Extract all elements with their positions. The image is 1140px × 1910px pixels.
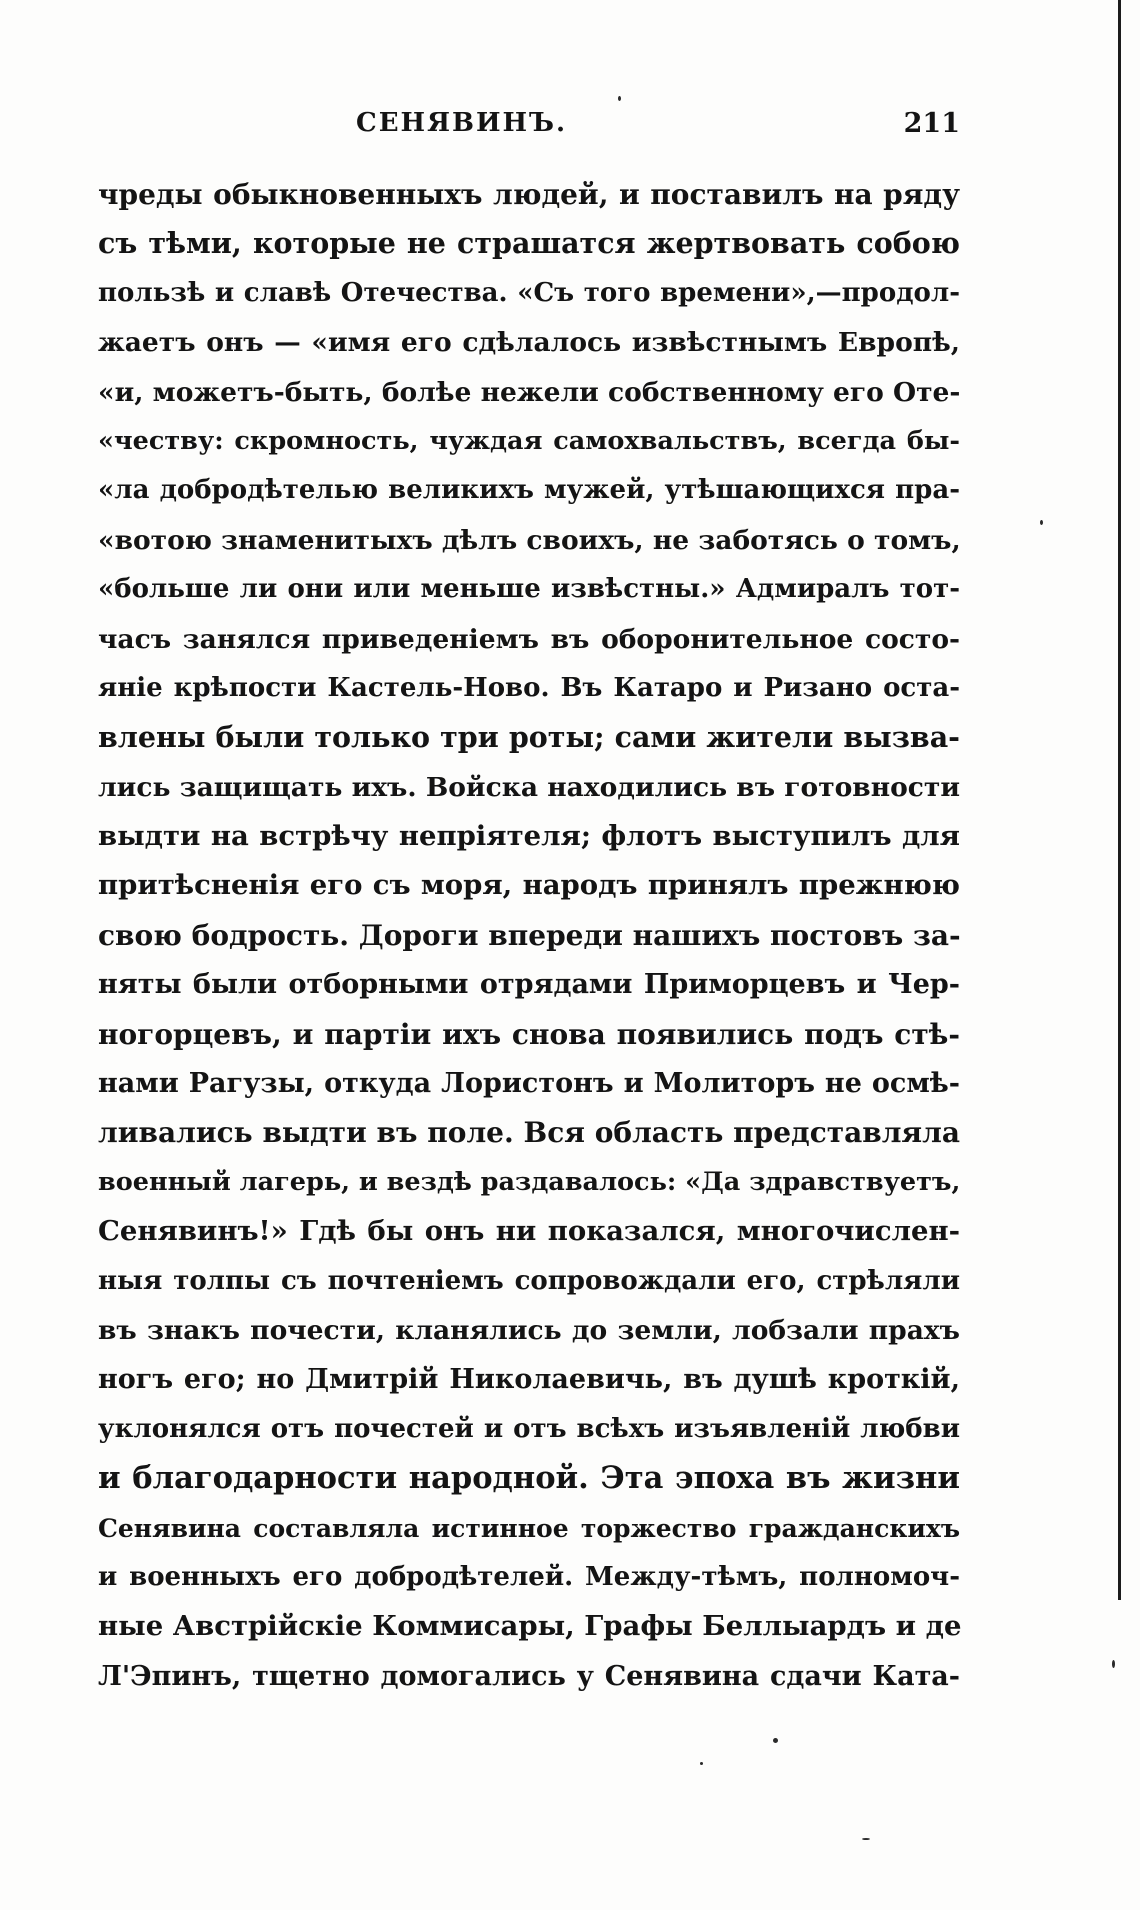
text-line: военный лагерь, и вездѣ раздавалось: «Да здравствуетъ, <box>98 1166 961 1197</box>
text-line: нами Рагузы, откуда Лористонъ и Молиторъ не осмѣ- <box>98 1068 960 1100</box>
text-line: и военныхъ его добродѣтелей. Между-тѣмъ, полномоч- <box>98 1561 960 1592</box>
scan-speck <box>862 1838 870 1840</box>
text-line: влены были только три роты; сами жители вызва- <box>98 720 960 755</box>
text-line: пользѣ и славѣ Отечества. «Съ того времени»,—продол- <box>98 277 960 308</box>
text-line: «и, можетъ-быть, болѣе нежели собственному его Оте- <box>98 376 961 408</box>
scan-speck <box>618 96 621 101</box>
text-line: часъ занялся приведеніемъ въ оборонительное состо- <box>98 623 960 655</box>
text-line: няты были отборными отрядами Приморцевъ и Чер- <box>98 969 960 1001</box>
text-line: «ла добродѣтелью великихъ мужей, утѣшающихся пра- <box>98 475 960 506</box>
text-line: Сенявинъ!» Гдѣ бы онъ ни показался, многочислен- <box>98 1215 960 1248</box>
text-line: «больше ли они или меньше извѣстны.» Адмиралъ тот- <box>98 574 960 605</box>
page-number: 211 <box>903 108 960 139</box>
text-line: съ тѣми, которые не страшатся жертвовать собою <box>98 226 960 261</box>
page-edge-line <box>1118 0 1121 1600</box>
scan-speck <box>700 1762 703 1765</box>
text-line: ногъ его; но Дмитрій Николаевичь, въ душѣ кроткій, <box>98 1364 960 1396</box>
scan-speck <box>1040 520 1043 525</box>
page-header <box>98 108 960 148</box>
text-line: лись защищать ихъ. Войска находились въ готовности <box>98 771 960 803</box>
scan-speck <box>773 1738 778 1743</box>
text-line: ные Австрійскіе Коммисары, Графы Беллыардъ и де <box>98 1610 962 1643</box>
text-line: въ знакъ почести, кланялись до земли, лобзали прахъ <box>98 1314 960 1346</box>
text-line: выдти на встрѣчу непріятеля; флотъ выступилъ для <box>98 820 960 853</box>
text-line: и благодарности народной. Эта эпоха въ жизни <box>98 1460 960 1497</box>
text-line: жаетъ онъ — «имя его сдѣлалось извѣстнымъ Европѣ, <box>98 327 960 359</box>
text-line: ногорцевъ, и партіи ихъ снова появились подъ стѣ- <box>98 1017 960 1051</box>
body-text <box>98 170 960 1730</box>
text-line: свою бодрость. Дороги впереди нашихъ постовъ за- <box>98 918 961 952</box>
text-line: Сенявина составляла истинное торжество гражданскихъ <box>98 1513 960 1543</box>
text-line: уклонялся отъ почестей и отъ всѣхъ изъявленій любви <box>98 1413 960 1444</box>
text-line: притѣсненія его съ моря, народъ принялъ прежнюю <box>98 869 960 902</box>
text-line: яніе крѣпости Кастель-Ново. Въ Катаро и Ризано оста- <box>98 672 960 703</box>
text-line: Л'Эпинъ, тщетно домогались у Сенявина сдачи Ката- <box>98 1660 960 1692</box>
text-line: ливались выдти въ поле. Вся область представляла <box>98 1116 960 1150</box>
scan-speck <box>1112 1660 1115 1668</box>
text-line: ныя толпы съ почтеніемъ сопровождали его, стрѣляли <box>98 1265 960 1296</box>
text-line: «вотою знаменитыхъ дѣлъ своихъ, не заботясь о томъ, <box>98 524 961 556</box>
running-head: СЕНЯВИНЪ. <box>356 108 568 138</box>
text-line: чреды обыкновенныхъ людей, и поставилъ на ряду <box>98 178 960 211</box>
text-line: «честву: скромность, чуждая самохвальствъ, всегда бы- <box>98 425 960 456</box>
